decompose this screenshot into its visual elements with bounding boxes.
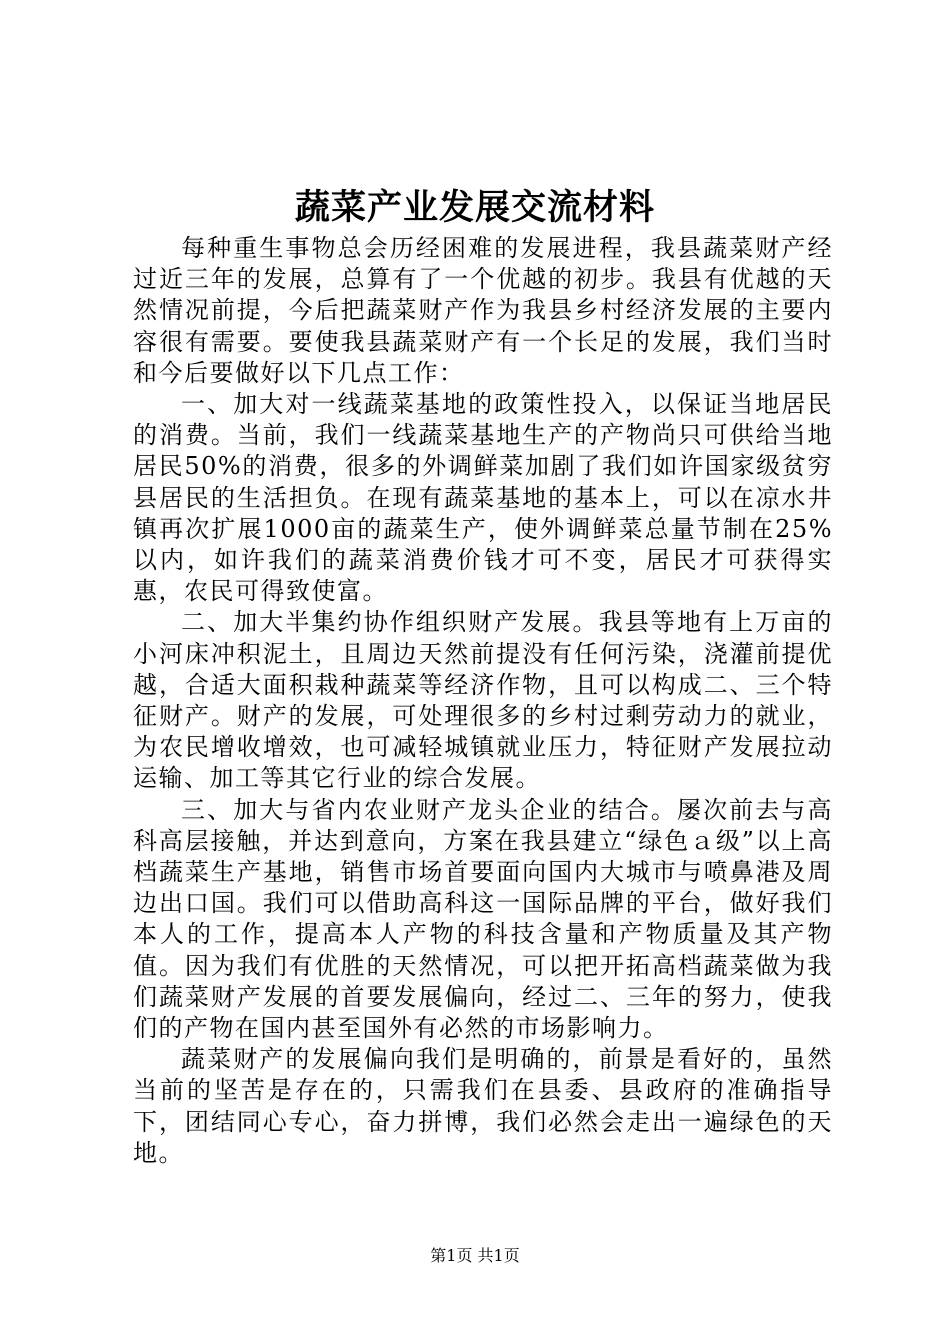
paragraph-point-three: 三、加大与省内农业财产龙头企业的结合。屡次前去与高科高层接触，并达到意向，方案在我县建立“绿色ａ级”以上高档蔬菜生产基地，销售市场首要面向国内大城市与喷鼻港及周边出口国。我们可以借助高科这一国际品牌的平台，做好我们本人的工作，提高本人产物的科技含量和产物质量及其产物值。因为我们有优胜的天然情况，可以把开拓高档蔬菜做为我们蔬菜财产发展的首要发展偏向，经过二、三年的努力，使我们的产物在国内甚至国外有必然的市场影响力。 — [133, 795, 833, 1043]
page-footer: 第1页 共1页 — [430, 1246, 520, 1265]
paragraph-point-two: 二、加大半集约协作组织财产发展。我县等地有上万亩的小河床冲积泥土，且周边天然前提没有任何污染，浇灌前提优越，合适大面积栽种蔬菜等经济作物，且可以构成二、三个特征财产。财产的发展，可处理很多的乡村过剩劳动力的就业，为农民增收增效，也可减轻城镇就业压力，特征财产发展拉动运输、加工等其它行业的综合发展。 — [133, 608, 833, 793]
document-title: 蔬菜产业发展交流材料 — [294, 187, 655, 228]
paragraph-conclusion: 蔬菜财产的发展偏向我们是明确的，前景是看好的，虽然当前的坚苦是存在的，只需我们在县委、县政府的准确指导下，团结同心专心，奋力拼博，我们必然会走出一遍绿色的天地。 — [133, 1045, 833, 1167]
paragraph-intro: 每种重生事物总会历经困难的发展进程，我县蔬菜财产经过近三年的发展，总算有了一个优越的初步。我县有优越的天然情况前提，今后把蔬菜财产作为我县乡村经济发展的主要内容很有需要。要使我县蔬菜财产有一个长足的发展，我们当时和今后要做好以下几点工作： — [133, 234, 833, 387]
paragraph-point-one: 一、加大对一线蔬菜基地的政策性投入，以保证当地居民的消费。当前，我们一线蔬菜基地生产的产物尚只可供给当地居民50%的消费，很多的外调鲜菜加剧了我们如许国家级贫穷县居民的生活担负。在现有蔬菜基地的基本上，可以在凉水井镇再次扩展1000亩的蔬菜生产，使外调鲜菜总量节制在25%以内，如许我们的蔬菜消费价钱才可不变，居民才可获得实惠，农民可得致使富。 — [133, 390, 833, 606]
document-body — [133, 233, 833, 1169]
